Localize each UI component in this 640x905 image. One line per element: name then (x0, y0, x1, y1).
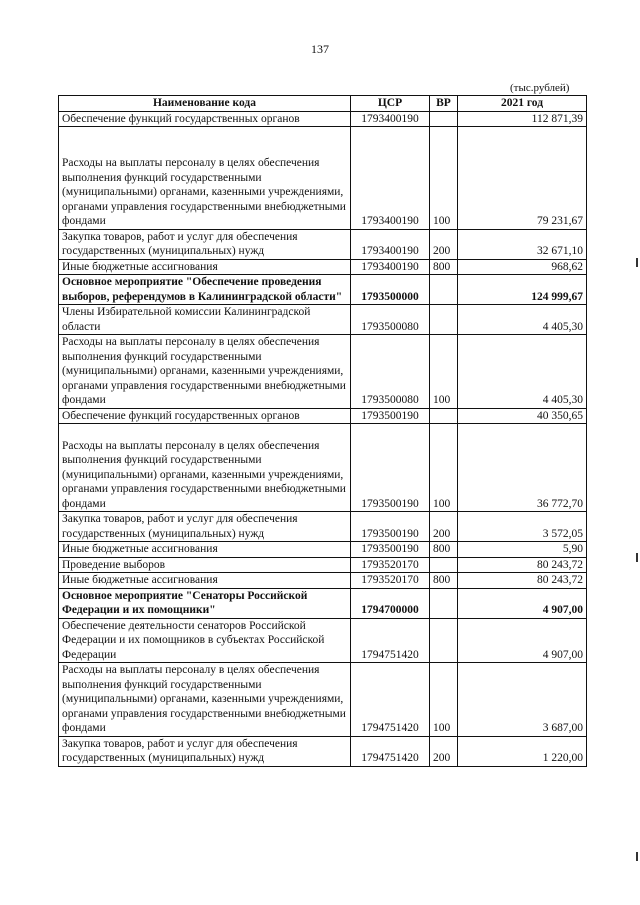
cell-sum: 3 687,00 (458, 663, 587, 737)
cell-csr: 1793500190 (351, 424, 430, 512)
cell-sum: 4 405,30 (458, 305, 587, 335)
cell-vr: 800 (430, 542, 458, 558)
table-row (59, 335, 587, 409)
cell-vr (430, 408, 458, 424)
cell-name: Члены Избирательной комиссии Калининградской области (59, 305, 351, 335)
header-vr: ВР (430, 96, 458, 112)
cell-csr: 1793500190 (351, 542, 430, 558)
cell-sum: 40 350,65 (458, 408, 587, 424)
cell-name: Расходы на выплаты персоналу в целях обеспечения выполнения функций государственными (муниципальными) органами, казенными учреждениями, органами управления государственными внебюджетными фондами (59, 335, 351, 409)
table-row (59, 542, 587, 558)
table-row (59, 618, 587, 663)
table-row (59, 229, 587, 259)
cell-name: Проведение выборов (59, 557, 351, 573)
cell-vr: 200 (430, 736, 458, 766)
cell-sum: 80 243,72 (458, 573, 587, 589)
cell-csr: 1793500190 (351, 408, 430, 424)
cell-vr (430, 588, 458, 618)
cell-vr (430, 275, 458, 305)
units-label: (тыс.рублей) (510, 82, 570, 94)
cell-csr: 1793500190 (351, 512, 430, 542)
cell-vr: 200 (430, 512, 458, 542)
table-row (59, 424, 587, 512)
scan-edge-mark (636, 852, 638, 861)
cell-name: Основное мероприятие "Сенаторы Российской Федерации и их помощники" (59, 588, 351, 618)
cell-csr: 1793500080 (351, 335, 430, 409)
table-row (59, 573, 587, 589)
header-name: Наименование кода (59, 96, 351, 112)
cell-sum: 124 999,67 (458, 275, 587, 305)
table-row (59, 588, 587, 618)
page-number: 137 (311, 42, 329, 56)
cell-sum: 112 871,39 (458, 111, 587, 127)
cell-vr (430, 618, 458, 663)
cell-csr: 1794751420 (351, 618, 430, 663)
cell-name: Расходы на выплаты персоналу в целях обеспечения выполнения функций государственными (муниципальными) органами, казенными учреждениями, органами управления государственными внебюджетными фондами (59, 424, 351, 512)
cell-vr: 100 (430, 335, 458, 409)
cell-sum: 80 243,72 (458, 557, 587, 573)
cell-name: Основное мероприятие "Обеспечение проведения выборов, референдумов в Калининградской области" (59, 275, 351, 305)
cell-name: Расходы на выплаты персоналу в целях обеспечения выполнения функций государственными (муниципальными) органами, казенными учреждениями, органами управления государственными внебюджетными фондами (59, 663, 351, 737)
table-header-row (59, 96, 587, 112)
cell-csr: 1793500080 (351, 305, 430, 335)
cell-csr: 1793400190 (351, 229, 430, 259)
scan-edge-mark (636, 553, 638, 562)
cell-csr: 1793400190 (351, 259, 430, 275)
cell-csr: 1793520170 (351, 573, 430, 589)
cell-sum: 4 907,00 (458, 588, 587, 618)
scan-edge-mark (636, 258, 638, 267)
cell-sum: 4 405,30 (458, 335, 587, 409)
cell-sum: 4 907,00 (458, 618, 587, 663)
cell-csr: 1794751420 (351, 736, 430, 766)
table-body (59, 111, 587, 766)
table-row (59, 663, 587, 737)
cell-csr: 1793500000 (351, 275, 430, 305)
cell-name: Закупка товаров, работ и услуг для обеспечения государственных (муниципальных) нужд (59, 512, 351, 542)
cell-name: Иные бюджетные ассигнования (59, 259, 351, 275)
cell-csr: 1794700000 (351, 588, 430, 618)
table-row (59, 305, 587, 335)
table-row (59, 275, 587, 305)
header-year: 2021 год (458, 96, 587, 112)
table-row (59, 127, 587, 230)
cell-sum: 5,90 (458, 542, 587, 558)
table-row (59, 557, 587, 573)
cell-csr: 1793520170 (351, 557, 430, 573)
table-row (59, 259, 587, 275)
cell-sum: 32 671,10 (458, 229, 587, 259)
cell-sum: 79 231,67 (458, 127, 587, 230)
cell-sum: 3 572,05 (458, 512, 587, 542)
cell-sum: 968,62 (458, 259, 587, 275)
cell-vr: 800 (430, 573, 458, 589)
cell-name: Закупка товаров, работ и услуг для обеспечения государственных (муниципальных) нужд (59, 229, 351, 259)
cell-name: Закупка товаров, работ и услуг для обеспечения государственных (муниципальных) нужд (59, 736, 351, 766)
cell-sum: 1 220,00 (458, 736, 587, 766)
table-row (59, 111, 587, 127)
cell-vr: 100 (430, 127, 458, 230)
cell-name: Иные бюджетные ассигнования (59, 573, 351, 589)
cell-name: Иные бюджетные ассигнования (59, 542, 351, 558)
cell-csr: 1793400190 (351, 111, 430, 127)
cell-vr: 100 (430, 663, 458, 737)
table-row (59, 736, 587, 766)
header-csr: ЦСР (351, 96, 430, 112)
cell-vr: 800 (430, 259, 458, 275)
cell-vr: 100 (430, 424, 458, 512)
cell-name: Обеспечение деятельности сенаторов Российской Федерации и их помощников в субъектах Российской Федерации (59, 618, 351, 663)
table-row (59, 512, 587, 542)
cell-name: Обеспечение функций государственных органов (59, 408, 351, 424)
cell-vr: 200 (430, 229, 458, 259)
cell-vr (430, 557, 458, 573)
cell-csr: 1794751420 (351, 663, 430, 737)
cell-vr (430, 305, 458, 335)
cell-sum: 36 772,70 (458, 424, 587, 512)
table-row (59, 408, 587, 424)
cell-name: Расходы на выплаты персоналу в целях обеспечения выполнения функций государственными (муниципальными) органами, казенными учреждениями, органами управления государственными внебюджетными фондами (59, 127, 351, 230)
cell-name: Обеспечение функций государственных органов (59, 111, 351, 127)
cell-csr: 1793400190 (351, 127, 430, 230)
budget-table (58, 95, 587, 767)
cell-vr (430, 111, 458, 127)
